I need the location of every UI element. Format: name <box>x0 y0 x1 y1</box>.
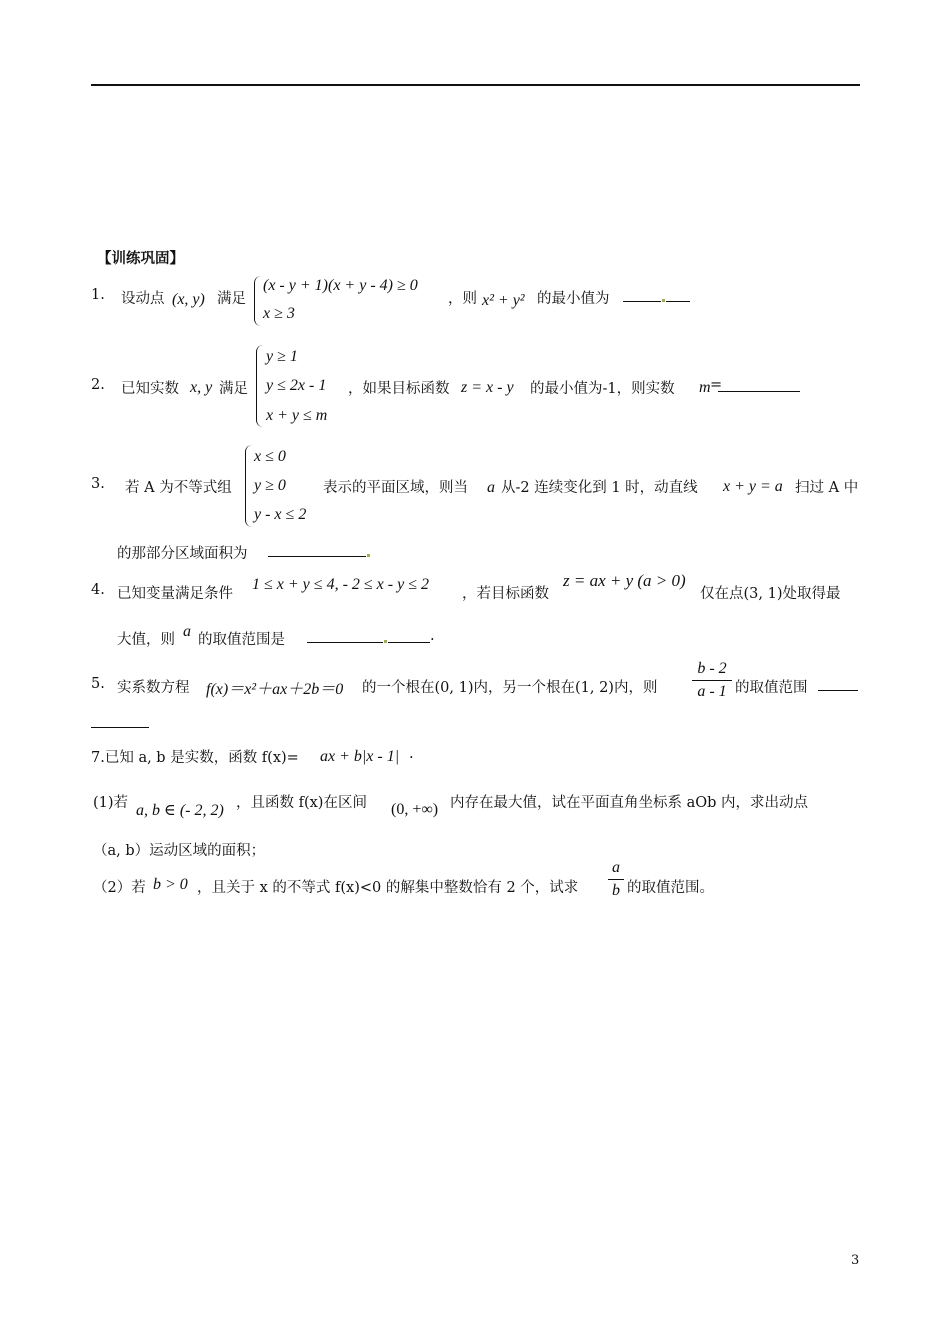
problem-text: 的最小值为-1，则实数 <box>530 381 675 397</box>
math-var: a <box>183 623 191 640</box>
problem-text: 从-2 连续变化到 1 时，动直线 <box>501 480 698 496</box>
math-fraction <box>608 859 624 900</box>
fraction-denominator: a - 1 <box>697 683 727 700</box>
inequality-line: y - x ≤ 2 <box>254 506 307 523</box>
problem-text: . <box>430 628 435 644</box>
problem-text: 已知实数 <box>121 381 179 397</box>
math-function: z = ax + y (a > 0) <box>563 571 686 590</box>
subquestion-1-text: ，且函数 f(x)在区间 <box>236 795 367 811</box>
subquestion-2-text: ，且关于 x 的不等式 f(x)<0 的解集中整数恰有 2 个，试求 <box>197 880 579 896</box>
inequality-line: y ≤ 2x - 1 <box>266 377 327 394</box>
problem-number: 3. <box>91 476 105 492</box>
subquestion-1-text: （a, b）运动区域的面积； <box>93 843 266 859</box>
problem-number: 2. <box>91 377 105 393</box>
subquestion-1-text: (1)若 <box>93 795 129 811</box>
problem-text: 实系数方程 <box>117 680 190 696</box>
math-fraction <box>692 660 732 701</box>
problem-number: 5. <box>91 676 105 692</box>
inequality-line: x ≥ 3 <box>263 305 295 322</box>
subquestion-2-text: 的取值范围。 <box>627 880 714 896</box>
math-condition: 1 ≤ x + y ≤ 4, - 2 ≤ x - y ≤ 2 <box>252 576 429 593</box>
math-equation: f(x)＝x²＋ax＋2b＝0 <box>206 681 344 698</box>
inequality-line: y ≥ 0 <box>254 477 286 494</box>
answer-blank <box>818 676 858 695</box>
problem-number: 1. <box>91 287 105 303</box>
fraction-numerator: a <box>612 859 620 876</box>
problem-text: 满足 <box>219 381 248 397</box>
problem-text: 满足 <box>217 291 246 307</box>
problem-text: 的最小值为 <box>537 291 610 307</box>
problem-text: ，则 <box>448 291 477 307</box>
math-function: ax + b|x - 1| <box>320 748 400 765</box>
math-var: m <box>699 379 711 396</box>
page-number: 3 <box>851 1253 860 1268</box>
math-function: z = x - y <box>461 379 514 396</box>
inequality-line: x ≤ 0 <box>254 448 286 465</box>
problem-text: 7.已知 a, b 是实数，函数 f(x)= <box>91 750 299 766</box>
problem-text: 的一个根在(0, 1)内，另一个根在(1, 2)内，则 <box>362 680 658 696</box>
problem-text: = <box>710 377 723 393</box>
math-interval: (0, +∞) <box>391 801 439 818</box>
section-heading: 【训练巩固】 <box>97 251 184 267</box>
inequality-line: x + y ≤ m <box>266 407 328 424</box>
answer-blank <box>307 628 430 647</box>
math-condition: a, b ∈ (- 2, 2) <box>136 802 224 819</box>
inequality-line: y ≥ 1 <box>266 348 298 365</box>
math-vars: x, y <box>190 379 213 396</box>
math-expression: x² + y² <box>482 292 525 309</box>
problem-text: ，如果目标函数 <box>348 381 450 397</box>
problem-text: 若 A 为不等式组 <box>125 480 232 496</box>
math-var: a <box>487 479 495 496</box>
problem-text: 大值，则 <box>117 632 175 648</box>
problem-text: 的取值范围 <box>735 680 808 696</box>
answer-blank <box>623 287 690 306</box>
problem-text: 已知变量满足条件 <box>117 586 233 602</box>
subquestion-1-text: 内存在最大值，试在平面直角坐标系 aOb 内，求出动点 <box>450 795 809 811</box>
math-condition: b > 0 <box>153 876 188 893</box>
problem-number: 4. <box>91 582 105 598</box>
fraction-denominator: b <box>612 882 620 899</box>
answer-blank <box>268 542 371 561</box>
problem-text: ，若目标函数 <box>462 586 549 602</box>
system-brace <box>256 345 263 427</box>
inequality-line: (x - y + 1)(x + y - 4) ≥ 0 <box>263 277 418 294</box>
top-rule <box>91 84 860 86</box>
problem-text: . <box>409 746 414 762</box>
math-point: (x, y) <box>172 291 205 308</box>
system-brace <box>245 445 252 527</box>
problem-text: 的取值范围是 <box>198 632 285 648</box>
math-line: x + y = a <box>723 478 783 495</box>
problem-text: 表示的平面区域，则当 <box>323 480 468 496</box>
problem-text: 设动点 <box>121 291 165 307</box>
subquestion-2-text: （2）若 <box>93 880 146 896</box>
answer-blank <box>718 377 800 396</box>
answer-blank-continued <box>91 713 149 732</box>
fraction-numerator: b - 2 <box>697 660 727 677</box>
problem-text: 的那部分区域面积为 <box>117 546 248 562</box>
problem-text: 扫过 A 中 <box>795 480 859 496</box>
system-brace <box>254 276 261 326</box>
problem-text: 仅在点(3, 1)处取得最 <box>700 586 841 602</box>
